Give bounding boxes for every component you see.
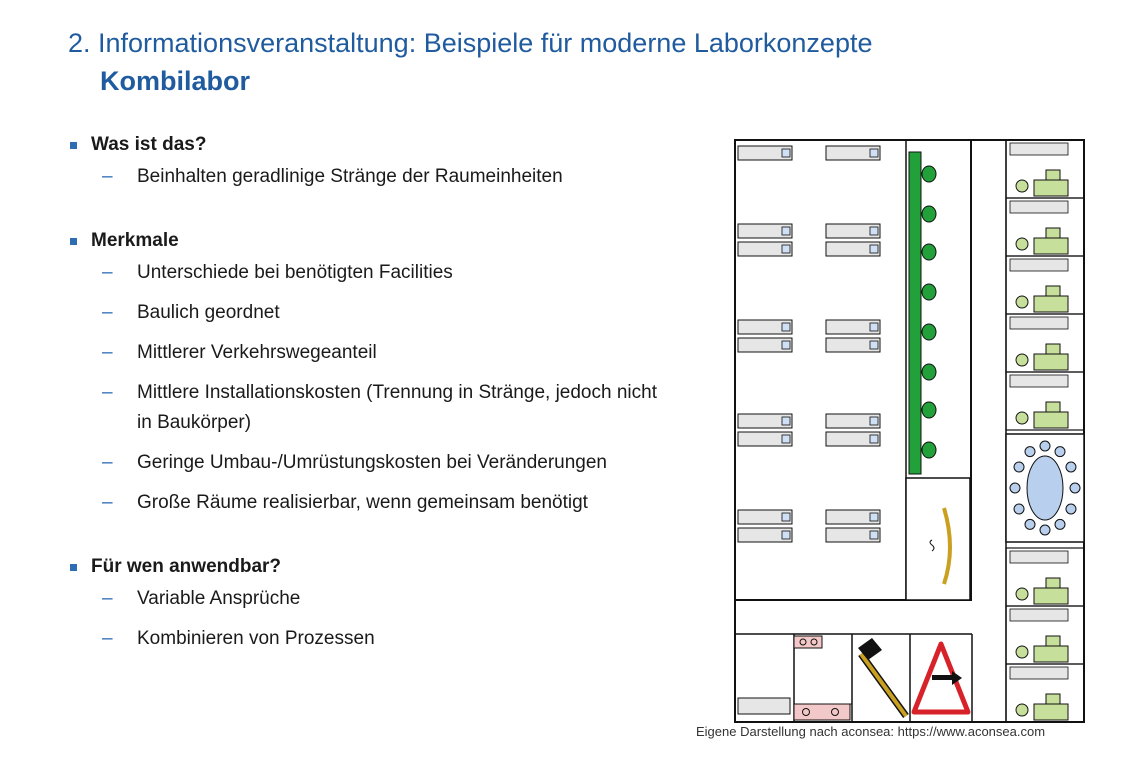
lab-bench: [738, 146, 792, 160]
dash-bullet-icon: –: [102, 492, 113, 513]
dash-bullet-icon: –: [102, 166, 113, 187]
sink-top: [794, 636, 822, 648]
lab-bench: [826, 146, 880, 160]
plant-icon: [922, 284, 936, 300]
lab-bench: [826, 242, 880, 256]
lab-bench: [826, 414, 880, 428]
meeting-room: [1006, 434, 1084, 542]
chair-icon: [1066, 462, 1076, 472]
dash-bullet-icon: –: [102, 452, 113, 473]
lounge-room: [906, 478, 970, 600]
section-heading: Merkmale: [68, 230, 668, 256]
list-item: – Kombinieren von Prozessen: [102, 624, 668, 654]
lab-bench: [738, 528, 792, 542]
lab-bench: [826, 528, 880, 542]
section-fuer-wen: [68, 556, 668, 654]
lab-bench: [738, 414, 792, 428]
bullet-content: [68, 134, 668, 654]
list-item: – Geringe Umbau-/Umrüstungskosten bei Veränderungen: [102, 448, 668, 478]
chair-icon: [1070, 483, 1080, 493]
dash-bullet-icon: –: [102, 382, 113, 403]
plant-icon: [922, 364, 936, 380]
section-heading: Was ist das?: [68, 134, 668, 160]
square-bullet-icon: [70, 142, 77, 149]
dash-bullet-icon: –: [102, 302, 113, 323]
chair-icon: [1066, 504, 1076, 514]
page-title: 2. Informationsveranstaltung: Beispiele für moderne Laborkonzepte: [68, 28, 873, 58]
chair-icon: [1014, 462, 1024, 472]
section-was-ist-das: [68, 134, 668, 192]
square-bullet-icon: [70, 238, 77, 245]
lab-bench: [826, 320, 880, 334]
dash-bullet-icon: –: [102, 342, 113, 363]
lab-bench: [826, 224, 880, 238]
page-subtitle: Kombilabor: [100, 66, 251, 96]
plant-bed: [909, 152, 921, 474]
dash-bullet-icon: –: [102, 628, 113, 649]
list-item: – Mittlere Installationskosten (Trennung in Stränge, jedoch nicht in Baukörper): [102, 378, 677, 438]
lab-bench: [738, 224, 792, 238]
section-merkmale: [68, 230, 668, 518]
plant-icon: [922, 442, 936, 458]
chair-icon: [1055, 447, 1065, 457]
chair-icon: [1040, 441, 1050, 451]
meeting-table: [1027, 456, 1063, 520]
list-item: – Große Räume realisierbar, wenn gemeinsam benötigt: [102, 488, 668, 518]
square-bullet-icon: [70, 564, 77, 571]
chair-icon: [1055, 519, 1065, 529]
plant-icon: [922, 206, 936, 222]
lab-bench: [738, 432, 792, 446]
lab-bench: [826, 432, 880, 446]
image-caption: Eigene Darstellung nach aconsea: https://www.aconsea.com: [696, 724, 1046, 739]
section-heading: Für wen anwendbar?: [68, 556, 668, 582]
chair-icon: [1040, 525, 1050, 535]
chair-icon: [1025, 519, 1035, 529]
plant-icon: [922, 166, 936, 182]
list-item: – Mittlerer Verkehrswegeanteil: [102, 338, 668, 368]
plant-icon: [922, 402, 936, 418]
chair-icon: [1010, 483, 1020, 493]
lab-bench: [738, 320, 792, 334]
lab-bench: [738, 242, 792, 256]
chair-icon: [1025, 447, 1035, 457]
dash-bullet-icon: –: [102, 588, 113, 609]
plant-icon: [922, 324, 936, 340]
list-item: – Unterschiede bei benötigten Facilities: [102, 258, 668, 288]
lab-bench: [826, 510, 880, 524]
storage-bench: [738, 698, 790, 714]
list-item: – Variable Ansprüche: [102, 584, 668, 614]
dash-bullet-icon: –: [102, 262, 113, 283]
list-item: – Baulich geordnet: [102, 298, 668, 328]
plant-icon: [922, 244, 936, 260]
floor-plan: [734, 138, 1086, 724]
chair-icon: [1014, 504, 1024, 514]
lab-bench: [738, 338, 792, 352]
lab-bench: [826, 338, 880, 352]
lab-bench: [738, 510, 792, 524]
list-item: – Beinhalten geradlinige Stränge der Raumeinheiten: [102, 162, 668, 192]
